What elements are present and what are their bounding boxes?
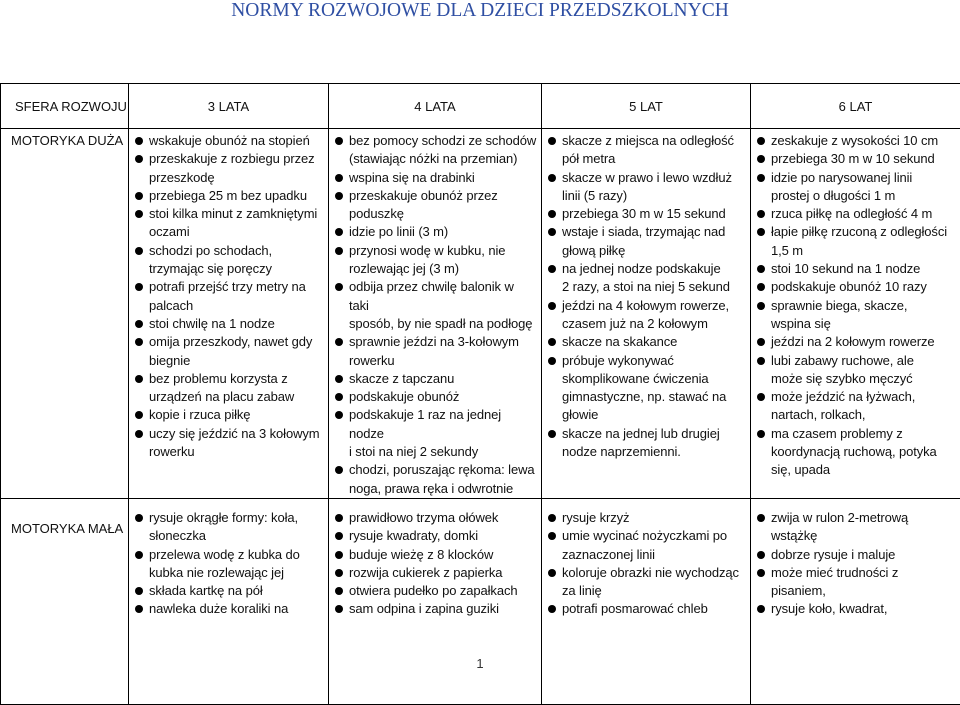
list-item: koloruje obrazki nie wychodząc	[544, 564, 746, 582]
list-item: sprawnie biega, skacze,	[753, 297, 956, 315]
list-item-continuation: (stawiając nóżki na przemian)	[331, 150, 537, 168]
list-item-continuation: sposób, by nie spadł na podłogę	[331, 315, 537, 333]
list-item: skacze na jednej lub drugiej	[544, 425, 746, 443]
list-item: podskakuje obunóż	[331, 388, 537, 406]
list-item: odbija przez chwilę balonik w taki	[331, 278, 537, 315]
list-item-continuation: rowerku	[331, 352, 537, 370]
list-item-continuation: przeszkodę	[131, 169, 324, 187]
list-item-continuation: głowie	[544, 406, 746, 424]
list-item: umie wycinać nożyczkami po	[544, 527, 746, 545]
list-item-continuation: wspina się	[753, 315, 956, 333]
list-item: jeździ na 4 kołowym rowerze,	[544, 297, 746, 315]
list-item: dobrze rysuje i maluje	[753, 546, 956, 564]
list-item: bez pomocy schodzi ze schodów	[331, 132, 537, 150]
list-item-continuation: może się szybko męczyć	[753, 370, 956, 388]
header-3-lata: 3 LATA	[129, 84, 329, 129]
list-item-continuation: trzymając się poręczy	[131, 260, 324, 278]
list-item: kopie i rzuca piłkę	[131, 406, 324, 424]
list-motoryka-duza-3-lata	[131, 129, 328, 461]
list-item: schodzi po schodach,	[131, 242, 324, 260]
list-item: próbuje wykonywać	[544, 352, 746, 370]
list-item: skacze na skakance	[544, 333, 746, 351]
list-item-continuation: kubka nie rozlewając jej	[131, 564, 324, 582]
list-item: rzuca piłkę na odległość 4 m	[753, 205, 956, 223]
list-item: przynosi wodę w kubku, nie	[331, 242, 537, 260]
table-row-motoryka-duza	[1, 129, 960, 499]
list-item: jeździ na 2 kołowym rowerze	[753, 333, 956, 351]
list-item: omija przeszkody, nawet gdy	[131, 333, 324, 351]
list-item: chodzi, poruszając rękoma: lewa	[331, 461, 537, 479]
list-item-continuation: słoneczka	[131, 527, 324, 545]
list-item-continuation: poduszkę	[331, 205, 537, 223]
list-item: idzie po narysowanej linii	[753, 169, 956, 187]
list-item: na jednej nodze podskakuje	[544, 260, 746, 278]
list-item-continuation: wstążkę	[753, 527, 956, 545]
list-motoryka-mala-4-lata	[331, 499, 541, 619]
list-item: rysuje krzyż	[544, 509, 746, 527]
list-item-continuation: nartach, rolkach,	[753, 406, 956, 424]
list-item-continuation: biegnie	[131, 352, 324, 370]
list-motoryka-duza-6-lat	[753, 129, 960, 480]
list-item: zwija w rulon 2-metrową	[753, 509, 956, 527]
list-item-continuation: palcach	[131, 297, 324, 315]
list-item: otwiera pudełko po zapałkach	[331, 582, 537, 600]
list-item-continuation: za linię	[544, 582, 746, 600]
list-motoryka-duza-5-lat	[544, 129, 750, 461]
list-item-continuation: głową piłkę	[544, 242, 746, 260]
list-item: wstaje i siada, trzymając nad	[544, 223, 746, 241]
list-item: podskakuje 1 raz na jednej nodze	[331, 406, 537, 443]
list-item: składa kartkę na pół	[131, 582, 324, 600]
list-item: zeskakuje z wysokości 10 cm	[753, 132, 956, 150]
list-item-continuation: prostej o długości 1 m	[753, 187, 956, 205]
list-item: idzie po linii (3 m)	[331, 223, 537, 241]
list-item-continuation: rozlewając jej (3 m)	[331, 260, 537, 278]
list-item: uczy się jeździć na 3 kołowym	[131, 425, 324, 443]
header-4-lata: 4 LATA	[329, 84, 542, 129]
list-item: może mieć trudności z	[753, 564, 956, 582]
list-motoryka-mala-6-lat	[753, 499, 960, 619]
list-item: może jeździć na łyżwach,	[753, 388, 956, 406]
list-item: podskakuje obunóż 10 razy	[753, 278, 956, 296]
list-item: lubi zabawy ruchowe, ale	[753, 352, 956, 370]
list-item-continuation: zaznaczonej linii	[544, 546, 746, 564]
list-motoryka-mala-3-lata	[131, 499, 328, 619]
list-item-continuation: nodze naprzemienni.	[544, 443, 746, 461]
list-item: potrafi przejść trzy metry na	[131, 278, 324, 296]
list-item-continuation: rowerku	[131, 443, 324, 461]
list-item: sprawnie jeździ na 3-kołowym	[331, 333, 537, 351]
list-item-continuation: gimnastyczne, np. stawać na	[544, 388, 746, 406]
list-item: prawidłowo trzyma ołówek	[331, 509, 537, 527]
list-item: rozwija cukierek z papierka	[331, 564, 537, 582]
list-item: rysuje koło, kwadrat,	[753, 600, 956, 618]
list-item: rysuje kwadraty, domki	[331, 527, 537, 545]
list-item: wspina się na drabinki	[331, 169, 537, 187]
list-item: rysuje okrągłe formy: koła,	[131, 509, 324, 527]
list-item-continuation: czasem już na 2 kołowym	[544, 315, 746, 333]
list-item: skacze z miejsca na odległość	[544, 132, 746, 150]
list-item-continuation: się, upada	[753, 461, 956, 479]
list-item-continuation: urządzeń na placu zabaw	[131, 388, 324, 406]
table-row-motoryka-mala	[1, 498, 960, 704]
list-item: sam odpina i zapina guziki	[331, 600, 537, 618]
list-motoryka-duza-4-lata	[331, 129, 541, 498]
list-item-continuation: skomplikowane ćwiczenia	[544, 370, 746, 388]
list-item-continuation: 2 razy, a stoi na niej 5 sekund	[544, 278, 746, 296]
list-item: potrafi posmarować chleb	[544, 600, 746, 618]
list-item: przebiega 30 m w 10 sekund	[753, 150, 956, 168]
list-item-continuation: koordynacją ruchową, potyka	[753, 443, 956, 461]
page-number: 1	[0, 656, 960, 671]
row-label-motoryka-mala: MOTORYKA MAŁA	[1, 498, 129, 704]
development-norms-table	[0, 83, 960, 705]
list-item: stoi kilka minut z zamkniętymi	[131, 205, 324, 223]
list-item: ma czasem problemy z	[753, 425, 956, 443]
list-item-continuation: linii (5 razy)	[544, 187, 746, 205]
list-item-continuation: noga, prawa ręka i odwrotnie	[331, 480, 537, 498]
list-item-continuation: pół metra	[544, 150, 746, 168]
list-item: stoi chwilę na 1 nodze	[131, 315, 324, 333]
list-motoryka-mala-5-lat	[544, 499, 750, 619]
list-item: bez problemu korzysta z	[131, 370, 324, 388]
list-item: przelewa wodę z kubka do	[131, 546, 324, 564]
list-item: przeskakuje obunóż przez	[331, 187, 537, 205]
list-item: skacze z tapczanu	[331, 370, 537, 388]
list-item: łapie piłkę rzuconą z odległości	[753, 223, 956, 241]
list-item-continuation: oczami	[131, 223, 324, 241]
list-item: wskakuje obunóż na stopień	[131, 132, 324, 150]
list-item-continuation: 1,5 m	[753, 242, 956, 260]
header-sfera-rozwoju: SFERA ROZWOJU	[1, 84, 129, 129]
page-title: NORMY ROZWOJOWE DLA DZIECI PRZEDSZKOLNYCH	[0, 0, 960, 24]
list-item: przeskakuje z rozbiegu przez	[131, 150, 324, 168]
list-item: stoi 10 sekund na 1 nodze	[753, 260, 956, 278]
list-item-continuation: i stoi na niej 2 sekundy	[331, 443, 537, 461]
list-item: buduje wieżę z 8 klocków	[331, 546, 537, 564]
row-label-motoryka-duza: MOTORYKA DUŻA	[1, 129, 129, 499]
list-item-continuation: pisaniem,	[753, 582, 956, 600]
list-item: przebiega 30 m w 15 sekund	[544, 205, 746, 223]
header-5-lat: 5 LAT	[542, 84, 751, 129]
list-item: przebiega 25 m bez upadku	[131, 187, 324, 205]
header-6-lat: 6 LAT	[751, 84, 960, 129]
list-item: skacze w prawo i lewo wzdłuż	[544, 169, 746, 187]
header-row	[1, 84, 960, 129]
list-item: nawleka duże koraliki na	[131, 600, 324, 618]
